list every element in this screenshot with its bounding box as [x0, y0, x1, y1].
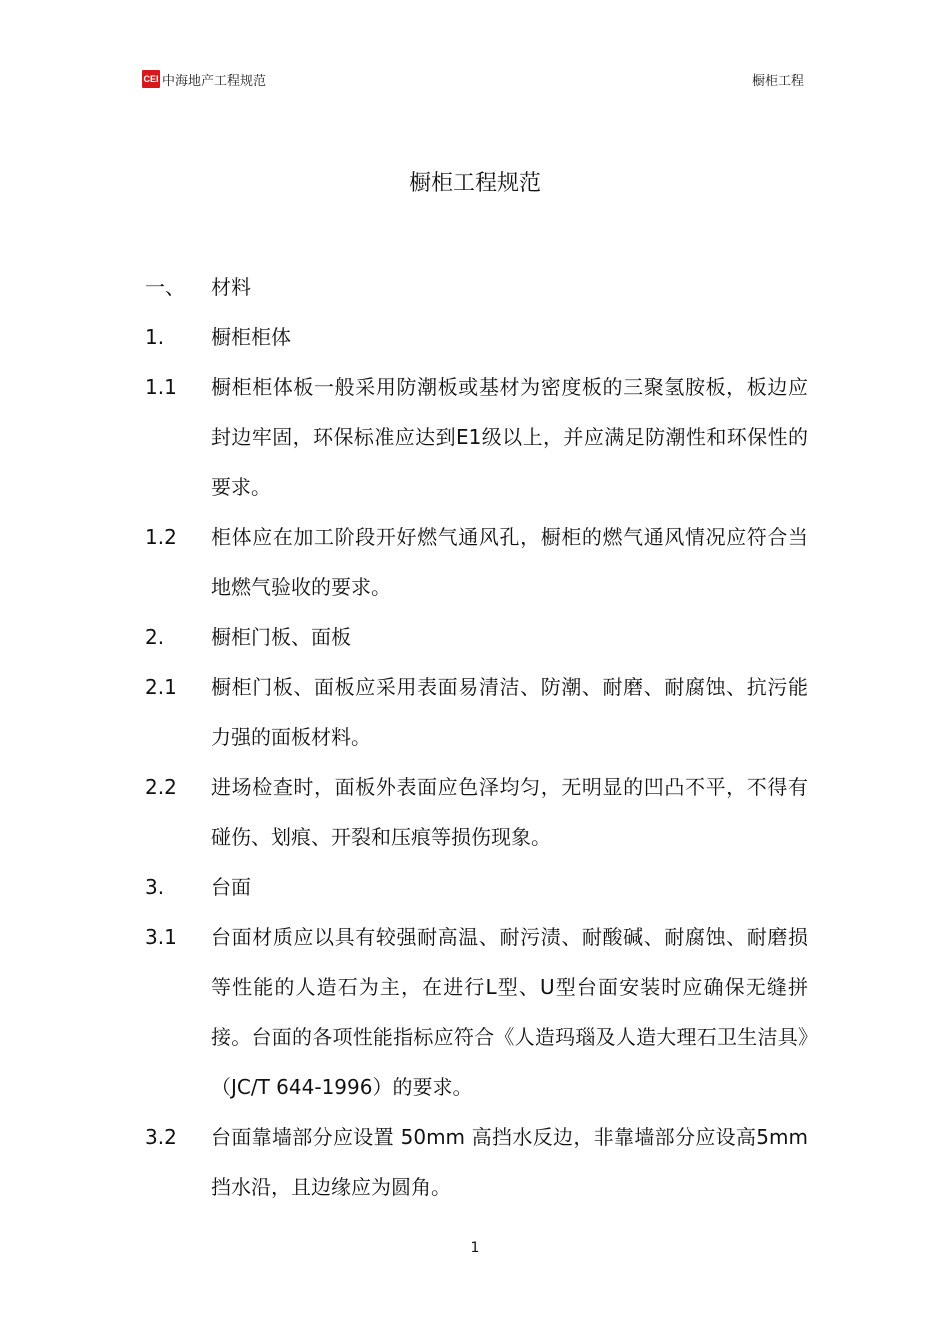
clause-text: 橱柜门板、面板 [211, 625, 351, 649]
clause-text: 橱柜柜体 [211, 325, 291, 349]
clause-number: 1.2 [145, 525, 177, 549]
clause-number: 2. [145, 625, 165, 649]
clause-text: 台面靠墙部分应设置 50mm 高挡水反边，非靠墙部分应设高5mm挡水沿，且边缘应为圆角。 [211, 1125, 808, 1199]
header-section-name: 橱柜工程 [751, 74, 804, 89]
clause-text: 材料 [211, 275, 251, 299]
company-logo: CEI [142, 70, 160, 88]
clause-number: 2.2 [145, 775, 177, 799]
clause-text: 柜体应在加工阶段开好燃气通风孔，橱柜的燃气通风情况应符合当地燃气验收的要求。 [211, 525, 808, 599]
page-header-left [142, 68, 266, 90]
clause-number: 1.1 [145, 375, 177, 399]
clause-number: 3.1 [145, 925, 177, 949]
clause-number: 3.2 [145, 1125, 177, 1149]
header-divider [142, 95, 808, 96]
document-title: 橱柜工程规范 [408, 171, 541, 196]
clause-number: 1. [145, 325, 165, 349]
clause-number: 2.1 [145, 675, 177, 699]
clause-text: 台面材质应以具有较强耐高温、耐污渍、耐酸碱、耐腐蚀、耐磨损等性能的人造石为主，在进行L型、U型台面安装时应确保无缝拼接。台面的各项性能指标应符合《人造玛瑙及人造大理石卫生洁具》（JC/T 644-1996）的要求。 [211, 925, 808, 1099]
page-number: 1 [470, 1240, 480, 1256]
clause-number: 3. [145, 875, 165, 899]
clause-text: 橱柜门板、面板应采用表面易清洁、防潮、耐磨、耐腐蚀、抗污能力强的面板材料。 [211, 675, 808, 749]
clause-number: 一、 [145, 275, 185, 299]
header-org-name: 中海地产工程规范 [162, 73, 267, 89]
clause-text: 台面 [211, 875, 251, 899]
clause-text: 橱柜柜体板一般采用防潮板或基材为密度板的三聚氢胺板，板边应封边牢固，环保标准应达到E1级以上，并应满足防潮性和环保性的要求。 [211, 375, 808, 499]
clause-text: 进场检查时，面板外表面应色泽均匀，无明显的凹凸不平，不得有碰伤、划痕、开裂和压痕等损伤现象。 [211, 775, 808, 849]
